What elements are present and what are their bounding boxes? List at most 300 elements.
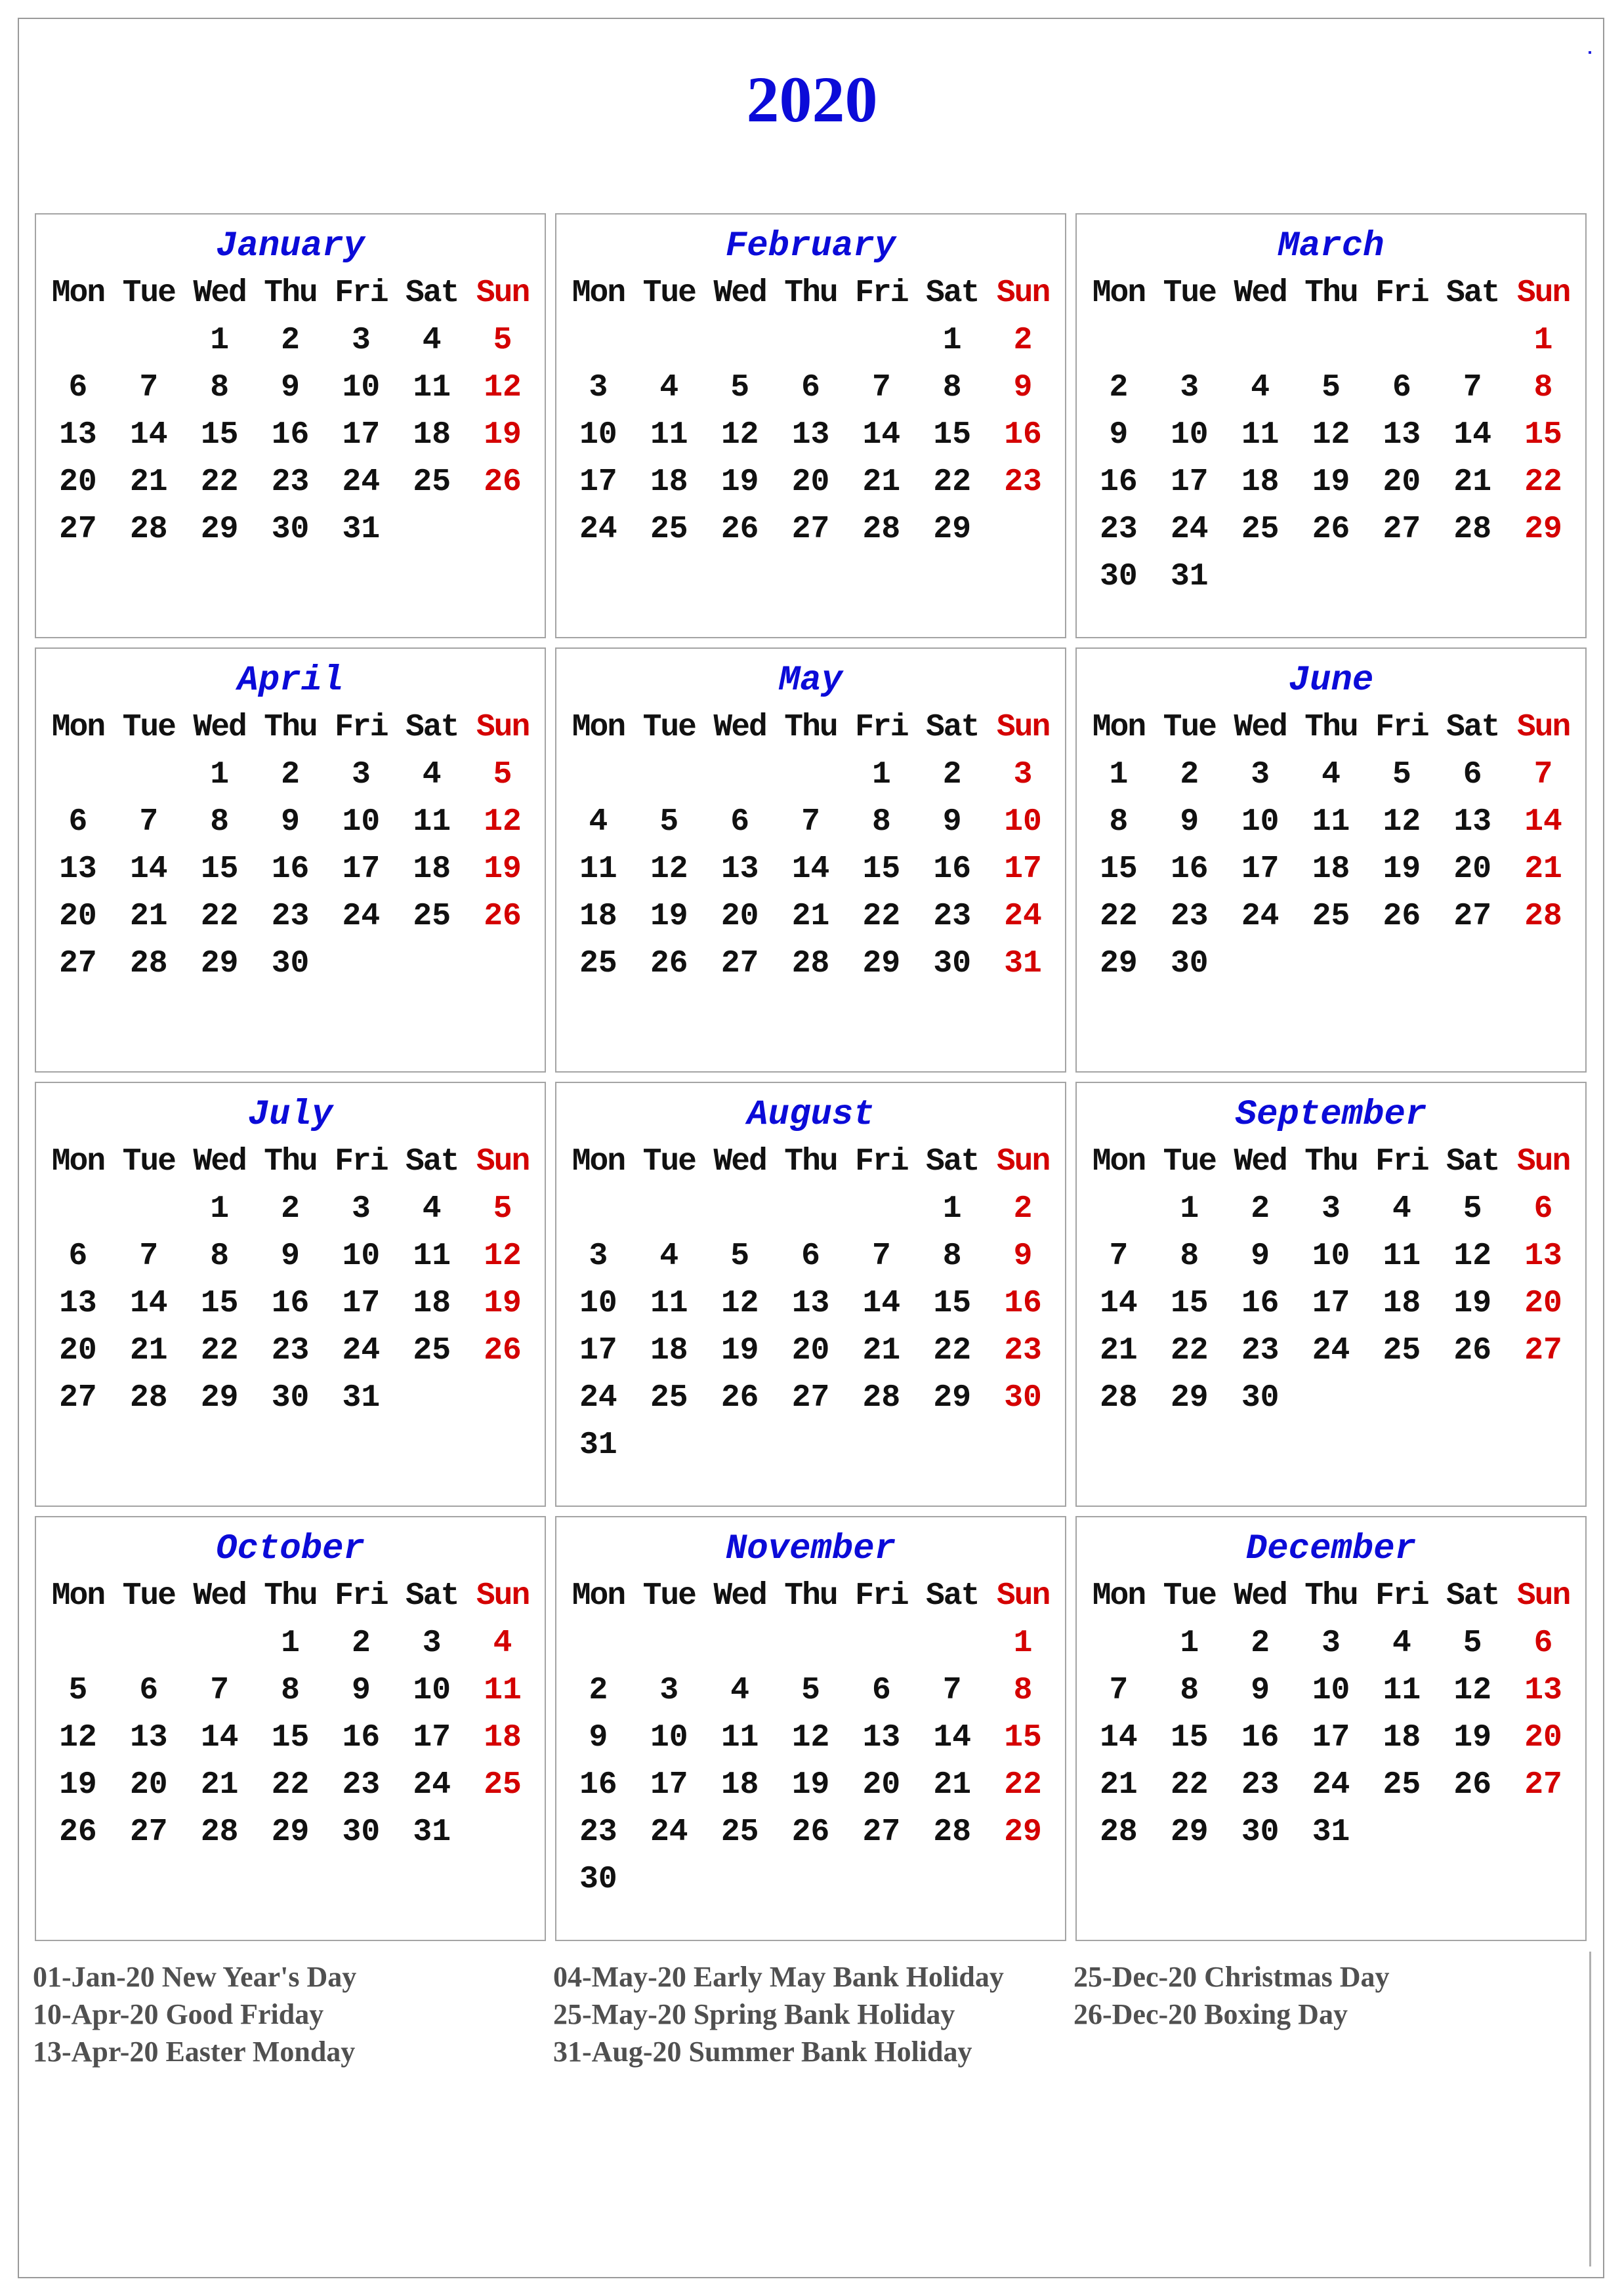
empty-cell	[846, 1185, 917, 1233]
date: 9	[1251, 1673, 1270, 1708]
sunday-date: 29	[1524, 512, 1562, 547]
date: 24	[1312, 1333, 1350, 1368]
date: 28	[1100, 1380, 1138, 1416]
date: 1	[871, 757, 891, 792]
date: 3	[589, 370, 608, 405]
date: 4	[1322, 757, 1341, 792]
date: 7	[210, 1673, 230, 1708]
empty-cell	[43, 1185, 114, 1233]
weekday-header: Wed	[713, 1578, 766, 1614]
day-grid	[43, 704, 538, 987]
weekday-header: Tue	[1163, 1144, 1216, 1179]
month-august	[555, 1082, 1066, 1507]
date: 17	[413, 1720, 451, 1755]
date: 11	[1383, 1673, 1421, 1708]
date: 28	[129, 946, 168, 981]
date: 12	[650, 851, 688, 887]
date: 26	[720, 1380, 759, 1416]
date: 1	[1109, 757, 1129, 792]
date: 5	[659, 804, 679, 840]
date: 5	[1392, 757, 1411, 792]
holiday-column-1	[33, 1958, 553, 2070]
weekday-header: Mon	[1092, 276, 1146, 311]
date: 29	[1100, 946, 1138, 981]
empty-cell	[114, 1185, 184, 1233]
date: 31	[579, 1427, 617, 1463]
date: 26	[650, 946, 688, 981]
weekday-header: Mon	[572, 276, 625, 311]
empty-cell	[705, 751, 776, 798]
date: 5	[68, 1673, 88, 1708]
empty-cell	[776, 1185, 846, 1233]
date: 17	[342, 1286, 381, 1321]
weekday-header: Tue	[1163, 276, 1216, 311]
date: 8	[281, 1673, 300, 1708]
weekday-header: Wed	[713, 710, 766, 745]
weekday-header: Thu	[1304, 1578, 1358, 1614]
date: 21	[862, 464, 901, 500]
weekday-header: Thu	[264, 710, 317, 745]
sunday-date: 21	[1524, 851, 1562, 887]
weekday-header: Tue	[122, 276, 175, 311]
date: 15	[1100, 851, 1138, 887]
weekday-header: Tue	[642, 1144, 696, 1179]
weekday-header: Thu	[1304, 710, 1358, 745]
date: 21	[1100, 1333, 1138, 1368]
holiday-entry: 25-Dec-20 Christmas Day	[1073, 1961, 1390, 1993]
date: 3	[422, 1626, 442, 1661]
date: 4	[422, 757, 442, 792]
date: 22	[933, 1333, 972, 1368]
weekday-header: Wed	[713, 1144, 766, 1179]
date: 31	[1312, 1814, 1350, 1850]
date: 10	[342, 804, 381, 840]
date: 19	[650, 899, 688, 934]
date: 30	[1170, 946, 1209, 981]
weekday-header: Tue	[642, 1578, 696, 1614]
date: 1	[210, 323, 230, 358]
date: 21	[933, 1767, 972, 1803]
sunday-date: 19	[484, 851, 522, 887]
date: 17	[1170, 464, 1209, 500]
date: 14	[200, 1720, 239, 1755]
empty-cell	[634, 1620, 705, 1667]
weekday-header: Tue	[642, 276, 696, 311]
holiday-column-2	[553, 1958, 1073, 2070]
date: 26	[59, 1814, 97, 1850]
date: 8	[1109, 804, 1129, 840]
weekday-header: Sat	[1446, 276, 1499, 311]
empty-cell	[634, 1185, 705, 1233]
date: 24	[1170, 512, 1209, 547]
day-grid	[563, 704, 1058, 987]
date: 24	[342, 1333, 381, 1368]
month-name: July	[247, 1095, 333, 1135]
date: 29	[933, 1380, 972, 1416]
date: 21	[129, 464, 168, 500]
weekday-header: Wed	[1234, 1578, 1287, 1614]
date: 11	[413, 1239, 451, 1274]
empty-cell	[634, 317, 705, 364]
day-grid	[43, 1138, 538, 1422]
date: 5	[730, 370, 750, 405]
date: 14	[933, 1720, 972, 1755]
date: 7	[139, 804, 159, 840]
date: 12	[720, 1286, 759, 1321]
sunday-date: 26	[484, 1333, 522, 1368]
date: 3	[351, 1191, 371, 1227]
date: 10	[413, 1673, 451, 1708]
date: 24	[1312, 1767, 1350, 1803]
date: 22	[933, 464, 972, 500]
date: 12	[1383, 804, 1421, 840]
date: 14	[129, 1286, 168, 1321]
empty-cell	[776, 1620, 846, 1667]
date: 15	[200, 851, 239, 887]
weekday-header: Thu	[784, 710, 837, 745]
date: 27	[59, 512, 97, 547]
date: 3	[1322, 1626, 1341, 1661]
date: 13	[862, 1720, 901, 1755]
date: 7	[801, 804, 820, 840]
date: 30	[1241, 1814, 1280, 1850]
date: 20	[129, 1767, 168, 1803]
weekday-header: Sun	[476, 710, 530, 745]
date: 17	[1312, 1720, 1350, 1755]
sunday-date: 29	[1004, 1814, 1042, 1850]
day-grid	[1083, 270, 1579, 600]
date: 16	[271, 417, 310, 453]
weekday-header: Wed	[1234, 710, 1287, 745]
empty-cell	[114, 1620, 184, 1667]
date: 6	[801, 370, 820, 405]
date: 11	[1241, 417, 1280, 453]
date: 6	[68, 804, 88, 840]
sunday-date: 14	[1524, 804, 1562, 840]
date: 4	[1392, 1626, 1411, 1661]
weekday-header: Tue	[122, 1578, 175, 1614]
date: 14	[1100, 1720, 1138, 1755]
date: 30	[1100, 559, 1138, 594]
date: 12	[1312, 417, 1350, 453]
date: 16	[271, 851, 310, 887]
date: 1	[210, 757, 230, 792]
date: 2	[942, 757, 962, 792]
date: 1	[210, 1191, 230, 1227]
date: 24	[579, 512, 617, 547]
date: 28	[933, 1814, 972, 1850]
date: 11	[413, 804, 451, 840]
date: 2	[351, 1626, 371, 1661]
date: 13	[791, 417, 830, 453]
empty-cell	[917, 1620, 988, 1667]
date: 2	[1180, 757, 1199, 792]
date: 23	[1100, 512, 1138, 547]
date: 7	[1109, 1673, 1129, 1708]
empty-cell	[705, 1620, 776, 1667]
date: 24	[342, 899, 381, 934]
day-grid	[1083, 1572, 1579, 1856]
date: 16	[933, 851, 972, 887]
empty-cell	[634, 751, 705, 798]
day-grid	[563, 1138, 1058, 1469]
date: 29	[862, 946, 901, 981]
empty-cell	[184, 1620, 255, 1667]
weekday-header: Thu	[1304, 276, 1358, 311]
weekday-header: Mon	[51, 1144, 105, 1179]
weekday-header: Fri	[335, 710, 388, 745]
empty-cell	[1437, 317, 1508, 364]
date: 25	[650, 512, 688, 547]
date: 11	[1383, 1239, 1421, 1274]
date: 15	[271, 1720, 310, 1755]
date: 29	[933, 512, 972, 547]
weekday-header: Tue	[1163, 1578, 1216, 1614]
empty-cell	[1366, 317, 1437, 364]
weekday-header: Thu	[264, 1144, 317, 1179]
date: 12	[1453, 1673, 1492, 1708]
weekday-header: Sat	[406, 1578, 459, 1614]
sunday-date: 5	[493, 1191, 512, 1227]
date: 17	[579, 1333, 617, 1368]
weekday-header: Sat	[406, 276, 459, 311]
sunday-date: 19	[484, 1286, 522, 1321]
date: 28	[129, 1380, 168, 1416]
month-september	[1075, 1082, 1587, 1507]
empty-cell	[776, 751, 846, 798]
date: 15	[862, 851, 901, 887]
empty-cell	[563, 751, 634, 798]
weekday-header: Wed	[193, 276, 246, 311]
date: 27	[59, 1380, 97, 1416]
sunday-date: 1	[1533, 323, 1553, 358]
sunday-date: 23	[1004, 1333, 1042, 1368]
date: 2	[281, 323, 300, 358]
sunday-date: 1	[1013, 1626, 1033, 1661]
date: 24	[342, 464, 381, 500]
date: 25	[413, 899, 451, 934]
date: 4	[422, 1191, 442, 1227]
date: 26	[791, 1814, 830, 1850]
date: 23	[1241, 1767, 1280, 1803]
date: 29	[200, 1380, 239, 1416]
date: 3	[1180, 370, 1199, 405]
date: 28	[862, 1380, 901, 1416]
sunday-date: 24	[1004, 899, 1042, 934]
date: 20	[59, 899, 97, 934]
date: 6	[1463, 757, 1482, 792]
date: 25	[1383, 1767, 1421, 1803]
month-october	[35, 1516, 546, 1941]
sunday-date: 13	[1524, 1673, 1562, 1708]
weekday-header: Sat	[926, 1578, 979, 1614]
date: 7	[871, 1239, 891, 1274]
date: 27	[1453, 899, 1492, 934]
weekday-header: Sun	[1516, 710, 1570, 745]
weekday-header: Thu	[264, 1578, 317, 1614]
empty-cell	[43, 751, 114, 798]
date: 29	[200, 946, 239, 981]
date: 23	[579, 1814, 617, 1850]
weekday-header: Sun	[996, 1578, 1050, 1614]
date: 21	[129, 899, 168, 934]
sunday-date: 12	[484, 370, 522, 405]
date: 10	[1170, 417, 1209, 453]
empty-cell	[114, 317, 184, 364]
month-july	[35, 1082, 546, 1507]
sunday-date: 23	[1004, 464, 1042, 500]
date: 25	[579, 946, 617, 981]
date: 5	[1322, 370, 1341, 405]
date: 29	[200, 512, 239, 547]
empty-cell	[705, 1185, 776, 1233]
weekday-header: Mon	[572, 710, 625, 745]
date: 30	[271, 512, 310, 547]
date: 15	[933, 1286, 972, 1321]
date: 17	[579, 464, 617, 500]
sunday-date: 12	[484, 1239, 522, 1274]
date: 25	[720, 1814, 759, 1850]
sunday-date: 16	[1004, 417, 1042, 453]
weekday-header: Wed	[193, 1144, 246, 1179]
date: 7	[139, 1239, 159, 1274]
weekday-header: Mon	[1092, 710, 1146, 745]
date: 23	[342, 1767, 381, 1803]
weekday-header: Tue	[122, 710, 175, 745]
date: 11	[650, 417, 688, 453]
date: 4	[422, 323, 442, 358]
sunday-date: 11	[484, 1673, 522, 1708]
weekday-header: Wed	[1234, 276, 1287, 311]
month-november	[555, 1516, 1066, 1941]
date: 18	[1383, 1286, 1421, 1321]
month-name: March	[1278, 226, 1385, 266]
empty-cell	[1225, 317, 1296, 364]
weekday-header: Thu	[784, 1578, 837, 1614]
date: 28	[1453, 512, 1492, 547]
date: 5	[1463, 1626, 1482, 1661]
date: 18	[650, 1333, 688, 1368]
date: 28	[791, 946, 830, 981]
date: 17	[342, 417, 381, 453]
date: 30	[342, 1814, 381, 1850]
date: 19	[791, 1767, 830, 1803]
empty-cell	[1083, 1620, 1154, 1667]
date: 8	[1180, 1673, 1199, 1708]
date: 6	[68, 370, 88, 405]
sunday-date: 15	[1524, 417, 1562, 453]
weekday-header: Sun	[1516, 1144, 1570, 1179]
date: 18	[413, 1286, 451, 1321]
date: 17	[1241, 851, 1280, 887]
date: 20	[791, 464, 830, 500]
date: 21	[791, 899, 830, 934]
day-grid	[43, 270, 538, 553]
weekday-header: Sun	[476, 276, 530, 311]
empty-cell	[1083, 1185, 1154, 1233]
date: 21	[1453, 464, 1492, 500]
month-name: June	[1288, 661, 1374, 701]
date: 13	[720, 851, 759, 887]
sunday-date: 17	[1004, 851, 1042, 887]
month-name: February	[725, 226, 896, 266]
months-grid	[35, 213, 1587, 1941]
date: 16	[1241, 1720, 1280, 1755]
date: 5	[1463, 1191, 1482, 1227]
date: 27	[129, 1814, 168, 1850]
weekday-header: Sat	[1446, 710, 1499, 745]
day-grid	[563, 1572, 1058, 1903]
date: 26	[1453, 1767, 1492, 1803]
date: 20	[1453, 851, 1492, 887]
date: 29	[271, 1814, 310, 1850]
date: 22	[271, 1767, 310, 1803]
date: 6	[871, 1673, 891, 1708]
sunday-date: 19	[484, 417, 522, 453]
date: 24	[650, 1814, 688, 1850]
weekday-header: Mon	[1092, 1578, 1146, 1614]
date: 18	[413, 417, 451, 453]
empty-cell	[43, 1620, 114, 1667]
holiday-column-3	[1073, 1958, 1594, 2070]
date: 12	[720, 417, 759, 453]
date: 25	[1241, 512, 1280, 547]
date: 10	[650, 1720, 688, 1755]
weekday-header: Mon	[51, 1578, 105, 1614]
weekday-header: Sun	[996, 1144, 1050, 1179]
weekday-header: Sun	[996, 276, 1050, 311]
date: 4	[659, 370, 679, 405]
empty-cell	[776, 317, 846, 364]
date: 10	[1241, 804, 1280, 840]
date: 24	[413, 1767, 451, 1803]
date: 6	[139, 1673, 159, 1708]
date: 23	[271, 899, 310, 934]
date: 26	[1312, 512, 1350, 547]
date: 22	[200, 899, 239, 934]
empty-cell	[1083, 317, 1154, 364]
date: 30	[579, 1862, 617, 1897]
holiday-entry: 01-Jan-20 New Year's Day	[33, 1961, 357, 1993]
sunday-date: 12	[484, 804, 522, 840]
date: 3	[351, 323, 371, 358]
date: 28	[862, 512, 901, 547]
holiday-entry: 31-Aug-20 Summer Bank Holiday	[553, 2036, 972, 2068]
date: 1	[1180, 1626, 1199, 1661]
date: 2	[281, 1191, 300, 1227]
holiday-entry: 25-May-20 Spring Bank Holiday	[553, 1998, 955, 2030]
date: 19	[59, 1767, 97, 1803]
weekday-header: Mon	[1092, 1144, 1146, 1179]
date: 22	[1170, 1767, 1209, 1803]
weekday-header: Sun	[1516, 1578, 1570, 1614]
weekday-header: Sun	[1516, 276, 1570, 311]
date: 12	[59, 1720, 97, 1755]
weekday-header: Wed	[1234, 1144, 1287, 1179]
date: 20	[862, 1767, 901, 1803]
date: 10	[1312, 1673, 1350, 1708]
weekday-header: Fri	[855, 276, 908, 311]
sunday-date: 25	[484, 1767, 522, 1803]
date: 20	[59, 1333, 97, 1368]
date: 9	[281, 804, 300, 840]
day-grid	[43, 1572, 538, 1856]
date: 21	[1100, 1767, 1138, 1803]
date: 27	[720, 946, 759, 981]
date: 3	[1322, 1191, 1341, 1227]
date: 22	[1100, 899, 1138, 934]
weekday-header: Fri	[855, 1144, 908, 1179]
